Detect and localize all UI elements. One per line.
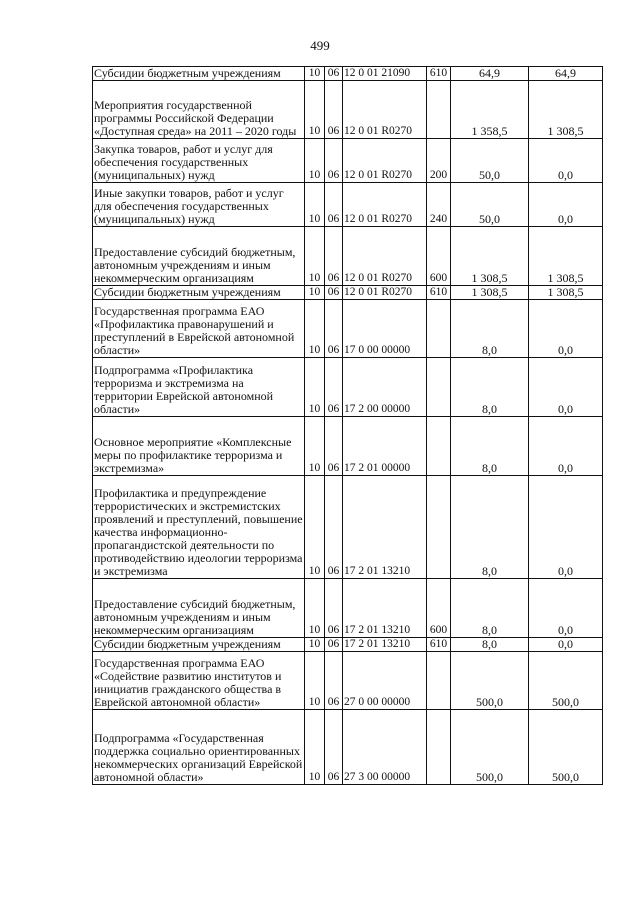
row-subsection-cell: 06: [325, 183, 343, 227]
row-name-cell: Субсидии бюджетным учреждениям: [93, 638, 305, 652]
row-section-cell: 10: [305, 139, 325, 183]
row-target-item-cell: 12 0 01 21090: [343, 67, 427, 81]
row-amount-2-cell: 500,0: [529, 710, 603, 785]
row-expense-type-cell: 610: [427, 638, 451, 652]
table-row: [93, 81, 603, 139]
row-amount-1-cell: 1 358,5: [451, 81, 529, 139]
row-subsection-cell: 06: [325, 638, 343, 652]
row-name-cell: Иные закупки товаров, работ и услуг для обеспечения государственных (муниципальных) нужд: [93, 183, 305, 227]
row-expense-type-cell: 610: [427, 286, 451, 300]
table-row: [93, 358, 603, 417]
row-subsection-cell: 06: [325, 579, 343, 638]
row-subsection-cell: 06: [325, 710, 343, 785]
row-subsection-cell: 06: [325, 300, 343, 358]
row-subsection-cell: 06: [325, 67, 343, 81]
row-amount-2-cell: 0,0: [529, 139, 603, 183]
row-section-cell: 10: [305, 358, 325, 417]
table-row: [93, 67, 603, 81]
row-amount-1-cell: 50,0: [451, 183, 529, 227]
table-row: [93, 710, 603, 785]
row-subsection-cell: 06: [325, 227, 343, 286]
table-body: [93, 67, 603, 785]
row-section-cell: 10: [305, 638, 325, 652]
row-section-cell: 10: [305, 652, 325, 710]
row-amount-2-cell: 0,0: [529, 579, 603, 638]
row-expense-type-cell: 610: [427, 67, 451, 81]
row-name-cell: Субсидии бюджетным учреждениям: [93, 286, 305, 300]
row-amount-1-cell: 8,0: [451, 358, 529, 417]
row-expense-type-cell: 240: [427, 183, 451, 227]
row-amount-2-cell: 0,0: [529, 476, 603, 579]
row-name-cell: Основное мероприятие «Комплексные меры по профилактике терроризма и экстремизма»: [93, 417, 305, 476]
row-target-item-cell: 17 2 01 13210: [343, 638, 427, 652]
row-target-item-cell: 27 0 00 00000: [343, 652, 427, 710]
row-name-cell: Профилактика и предупреждение террористических и экстремистских проявлений и преступлений, повышение качества информационно-пропагандистской деятельности по противодействию идеологии терроризма и экстремизма: [93, 476, 305, 579]
row-name-cell: Государственная программа ЕАО «Содействие развитию институтов и инициатив гражданского общества в Еврейской автономной области»: [93, 652, 305, 710]
row-name-cell: Подпрограмма «Профилактика терроризма и экстремизма на территории Еврейской автономной области»: [93, 358, 305, 417]
table-row: [93, 652, 603, 710]
row-subsection-cell: 06: [325, 139, 343, 183]
row-name-cell: Закупка товаров, работ и услуг для обеспечения государственных (муниципальных) нужд: [93, 139, 305, 183]
row-subsection-cell: 06: [325, 358, 343, 417]
row-section-cell: 10: [305, 417, 325, 476]
row-target-item-cell: 17 2 01 13210: [343, 579, 427, 638]
row-amount-1-cell: 8,0: [451, 476, 529, 579]
row-subsection-cell: 06: [325, 286, 343, 300]
row-target-item-cell: 12 0 01 R0270: [343, 139, 427, 183]
row-amount-2-cell: 1 308,5: [529, 81, 603, 139]
table-row: [93, 579, 603, 638]
row-subsection-cell: 06: [325, 476, 343, 579]
row-section-cell: 10: [305, 81, 325, 139]
row-expense-type-cell: 200: [427, 139, 451, 183]
table-row: [93, 286, 603, 300]
row-section-cell: 10: [305, 227, 325, 286]
row-expense-type-cell: [427, 652, 451, 710]
row-section-cell: 10: [305, 300, 325, 358]
row-target-item-cell: 17 0 00 00000: [343, 300, 427, 358]
row-amount-1-cell: 64,9: [451, 67, 529, 81]
row-amount-2-cell: 1 308,5: [529, 286, 603, 300]
row-subsection-cell: 06: [325, 652, 343, 710]
row-amount-2-cell: 0,0: [529, 417, 603, 476]
row-section-cell: 10: [305, 579, 325, 638]
row-amount-1-cell: 50,0: [451, 139, 529, 183]
row-target-item-cell: 12 0 01 R0270: [343, 227, 427, 286]
table-row: [93, 300, 603, 358]
row-amount-2-cell: 1 308,5: [529, 227, 603, 286]
row-amount-1-cell: 8,0: [451, 579, 529, 638]
row-amount-1-cell: 1 308,5: [451, 227, 529, 286]
row-target-item-cell: 12 0 01 R0270: [343, 81, 427, 139]
row-section-cell: 10: [305, 183, 325, 227]
row-subsection-cell: 06: [325, 81, 343, 139]
budget-table: [92, 66, 603, 785]
row-target-item-cell: 12 0 01 R0270: [343, 286, 427, 300]
row-section-cell: 10: [305, 67, 325, 81]
row-amount-1-cell: 8,0: [451, 300, 529, 358]
row-target-item-cell: 12 0 01 R0270: [343, 183, 427, 227]
row-subsection-cell: 06: [325, 417, 343, 476]
row-name-cell: Предоставление субсидий бюджетным, автономным учреждениям и иным некоммерческим организациям: [93, 227, 305, 286]
table-row: [93, 476, 603, 579]
row-name-cell: Субсидии бюджетным учреждениям: [93, 67, 305, 81]
row-amount-2-cell: 0,0: [529, 183, 603, 227]
row-amount-1-cell: 1 308,5: [451, 286, 529, 300]
row-name-cell: Государственная программа ЕАО «Профилактика правонарушений и преступлений в Еврейской автономной области»: [93, 300, 305, 358]
row-section-cell: 10: [305, 286, 325, 300]
row-name-cell: Мероприятия государственной программы Российской Федерации «Доступная среда» на 2011 – 2020 годы: [93, 81, 305, 139]
row-amount-1-cell: 8,0: [451, 638, 529, 652]
row-expense-type-cell: 600: [427, 579, 451, 638]
table-row: [93, 417, 603, 476]
row-target-item-cell: 17 2 01 13210: [343, 476, 427, 579]
row-section-cell: 10: [305, 710, 325, 785]
table-row: [93, 638, 603, 652]
row-expense-type-cell: [427, 476, 451, 579]
row-name-cell: Предоставление субсидий бюджетным, автономным учреждениям и иным некоммерческим организациям: [93, 579, 305, 638]
row-target-item-cell: 27 3 00 00000: [343, 710, 427, 785]
page-number: 499: [310, 38, 330, 53]
row-amount-2-cell: 500,0: [529, 652, 603, 710]
row-amount-1-cell: 8,0: [451, 417, 529, 476]
row-expense-type-cell: 600: [427, 227, 451, 286]
table-row: [93, 183, 603, 227]
row-amount-2-cell: 0,0: [529, 358, 603, 417]
row-expense-type-cell: [427, 358, 451, 417]
row-amount-1-cell: 500,0: [451, 652, 529, 710]
row-expense-type-cell: [427, 81, 451, 139]
row-expense-type-cell: [427, 710, 451, 785]
row-amount-2-cell: 0,0: [529, 638, 603, 652]
row-section-cell: 10: [305, 476, 325, 579]
row-amount-2-cell: 64,9: [529, 67, 603, 81]
row-expense-type-cell: [427, 300, 451, 358]
row-amount-2-cell: 0,0: [529, 300, 603, 358]
row-target-item-cell: 17 2 01 00000: [343, 417, 427, 476]
row-name-cell: Подпрограмма «Государственная поддержка социально ориентированных некоммерческих организаций Еврейской автономной области»: [93, 710, 305, 785]
row-target-item-cell: 17 2 00 00000: [343, 358, 427, 417]
row-expense-type-cell: [427, 417, 451, 476]
table-row: [93, 227, 603, 286]
table-row: [93, 139, 603, 183]
row-amount-1-cell: 500,0: [451, 710, 529, 785]
